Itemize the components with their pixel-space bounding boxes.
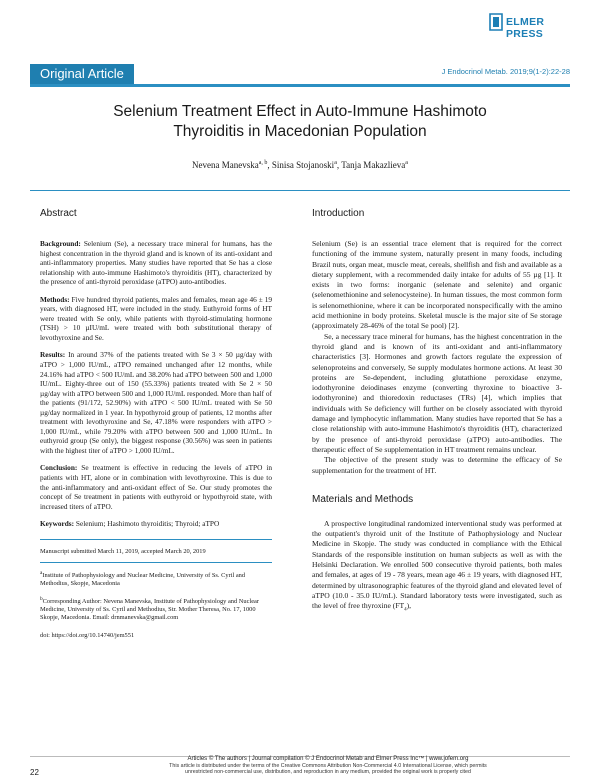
methods-subscript: 4 xyxy=(404,607,407,613)
results-label: Results: xyxy=(40,350,66,360)
author-name: Sinisa Stojanoski xyxy=(271,160,335,170)
keywords-label: Keywords: xyxy=(40,519,75,529)
publisher-name-line2: PRESS xyxy=(506,28,544,40)
affiliation-a: $^a$Institute of Pathophysiology and Nuclear Medicine, University of Ss. Cyril and Methodius, Skopje, Macedonia xyxy=(40,569,246,588)
footer-license-line-1: This article is distributed under the terms of the Creative Commons Attribution Non-Commercial 4.0 International License, which permits xyxy=(169,762,487,769)
introduction-paragraph-2: Se, a necessary trace mineral for humans, has the highest concentration in the thyroid gland and is known of its anti-oxidant and anti-inflammatory characteristics [3]. Hormones and growth factors regulate the expression of selenoproteins and conversely, Se supply modulates hormone actions. At least 30 proteins are Se-dependent, including glutathione peroxidase enzyme, iodothyronine deiodinases enzyme (converting thyroxine to bioactive 3-iodothyronine) and thioredoxin reductases (TRs) [4], which implies that individuals with Se deficiency will further on be closely associated with thyroid damage and lymphocytic inflammation. Many studies have reported that Se has a close relationship with auto-immune Hashimoto's thyroiditis (HT), characterized by the presence of anti-thyroid peroxidase (aTPO) auto-antibodies. The therapeutic effect of Se supplementation in HT treatment remains unclear. xyxy=(312,331,562,454)
author-affiliation: a xyxy=(405,160,408,166)
title-line-2: Thyroiditis in Macedonian Population xyxy=(173,123,427,140)
meta-divider xyxy=(40,562,272,563)
methods-text: Five hundred thyroid patients, males and females, mean age 46 ± 19 years, with diagnosed HT, were included in the study. Euthyroid forms of HT were treated with Se only, while patients with thyroid-stimulating hormone (TSH) > 10 µIU/mL were treated with both substitutional therapy of levothyroxine and Se. xyxy=(40,294,272,342)
methods-label: Methods: xyxy=(40,294,70,304)
abstract-heading: Abstract xyxy=(40,208,77,219)
journal-citation: J Endocrinol Metab. 2019;9(1-2):22-28 xyxy=(441,67,570,76)
article-type-label: Original Article xyxy=(30,64,134,84)
methods-paragraph-1 xyxy=(312,519,562,616)
introduction-paragraph-1: Selenium (Se) is an essential trace element that is required for the correct functioning of the immune system, naturally present in many foods, including Brazil nuts, organ meat, muscle meat, cereals, shellfish and fish and available as a dietary supplement, with a recommended daily intake for adults of 55 µg [1]. It exists in two forms: inorganic (selenate and selenite) and organic (selenomethionine and selenocysteine). In human tissues, the most common form is selenomethionine, where it can be incorporated nonspecifically with the amino acid methionine in body proteins. Skeletal muscle is the major site of Se storage (approximately 28-46% of the total Se pool) [2]. xyxy=(312,239,562,331)
author-name: Tanja Makazlieva xyxy=(341,160,406,170)
results-text: In around 37% of the patients treated with Se 3 × 50 µg/day with aTPO > 1,000 IU/mL, aTPO remained unchanged after 12 months, while 24.16% had aTPO < 500 IU/mL and 38.20% had aTPO between 500 and 1,000 IU/mL. Eighty-three out of 150 (55.33%) patients treated with Se 2 × 50 µg/day with aTPO between 500 and 1,000 IU/mL responded. More than half of the patients (91/172, 52.90%) with aTPO < 500 IU/mL treated with Se 50 µg/day normalized in 1 year. In hypothyroid group of patients, 12 months after treatment with levothyroxine and Se, 47.18% were responders with aTPO > 1,000 IU/mL, while 79.20% with aTPO between 500 and 1,000 IU/mL. In euthyroid group (Se only), the biggest response (30.56%) was seen in patients with the highest titer of aTPO > 1,000 IU/mL. xyxy=(40,350,272,455)
publisher-name xyxy=(506,16,544,40)
abstract-conclusion xyxy=(40,463,272,511)
conclusion-text: Se treatment is effective in reducing the levels of aTPO in patients with HT, alone or in combination with levothyroxine. This is due to the anti-inflammatory and anti-oxidant effect of Se. Our study promotes the concept of Se treatment in patients with euthyroid or hypothyroid state, with increased titers of aTPO. xyxy=(40,463,273,511)
keywords-text: Selenium; Hashimoto thyroiditis; Thyroid; aTPO xyxy=(75,519,220,529)
title-line-1: Selenium Treatment Effect in Auto-Immune Hashimoto xyxy=(113,103,487,120)
manuscript-dates: Manuscript submitted March 11, 2019, accepted March 20, 2019 xyxy=(40,547,206,555)
author-separator: , xyxy=(267,160,272,170)
methods-heading: Materials and Methods xyxy=(312,493,414,505)
affiliation-b-text: Corresponding Author: Nevena Manevska, Institute of Pathophysiology and Nuclear Medicine, University of Ss. Cyril and Methodius, Str. Mother Theresa, No. 17, 1000 Skopje, Macedonia. Email: drnmanevska@gmail.com xyxy=(40,597,260,622)
author-name: Nevena Manevska xyxy=(192,160,259,170)
methods-paragraph-1-text: A prospective longitudinal randomized interventional study was performed at the outpatient's thyroid unit of the Institute of Pathophysiology and Nuclear Medicine in Skopje. The study was conducted in compliance with the Ethical Standards of the responsible institution on human subjects as well as with the Helsinki Declaration. We enrolled 500 consecutive thyroid patients, both males and females, at ages of 19 - 78 years, mean age 46 ± 19 years, with diagnosed HT, determined by ultrasonographic features of the thyroid gland and elevated level of aTPO (10.0 - 35.0 IU/mL). Standard laboratory tests were investigated, such as the level of free thyroxine (FT xyxy=(312,518,562,611)
header-divider xyxy=(30,190,570,191)
page-number: 22 xyxy=(30,768,39,777)
background-label: Background: xyxy=(40,239,81,248)
footer-license-line-2: unrestricted non-commercial use, distribution, and reproduction in any medium, provided the original work is properly cited xyxy=(185,769,471,776)
footer-license xyxy=(108,756,548,776)
article-title xyxy=(40,102,560,142)
abstract-results xyxy=(40,350,272,455)
conclusion-label: Conclusion: xyxy=(40,463,78,473)
affiliation-a-text: Institute of Pathophysiology and Nuclear Medicine, University of Ss. Cyril and Methodius, Skopje, Macedonia xyxy=(40,572,246,588)
abstract-divider xyxy=(40,539,272,540)
background-text: Selenium (Se), a necessary trace mineral for humans, has the highest concentration in the thyroid gland and is known of its anti-oxidant and anti-inflammatory properties. Many studies have reported that Se has a close relationship with auto-immune Hashimoto's thyroiditis (HT), characterized by the presence of anti-thyroid peroxidase (aTPO) auto-antibodies. xyxy=(40,239,272,287)
author-list xyxy=(0,160,600,170)
footer-copyright: Articles © The authors | Journal compilation © J Endocrinol Metab and Elmer Press Inc™ | www.jofem.org xyxy=(187,756,469,762)
abstract-keywords xyxy=(40,519,272,529)
publisher-name-line1: ELMER xyxy=(506,16,545,28)
elmer-press-logo-icon xyxy=(488,12,504,32)
publisher-logo xyxy=(488,12,568,54)
left-column xyxy=(40,208,272,639)
article-banner xyxy=(30,64,570,87)
author-affiliation: a xyxy=(334,160,337,166)
methods-paragraph-1-end: ), xyxy=(406,601,412,611)
doi-link[interactable]: doi: https://doi.org/10.14740/jem551 xyxy=(40,632,135,640)
introduction-paragraph-3: The objective of the present study was to determine the efficacy of Se supplementation for the treatment of HT. xyxy=(312,455,562,475)
abstract-background xyxy=(40,239,272,287)
affiliation-b: $^b$Corresponding Author: Nevena Manevska, Institute of Pathophysiology and Nuclear Medicine, University of Ss. Cyril and Methodius, Str. Mother Theresa, No. 17, 1000 Skopje, Macedonia. Email: drnmanevska@gmail.com xyxy=(40,595,260,622)
right-column xyxy=(312,208,562,616)
author-separator: , xyxy=(336,160,342,170)
introduction-heading: Introduction xyxy=(312,208,365,219)
abstract-methods xyxy=(40,295,272,343)
author-affiliation: a, b xyxy=(258,160,268,166)
